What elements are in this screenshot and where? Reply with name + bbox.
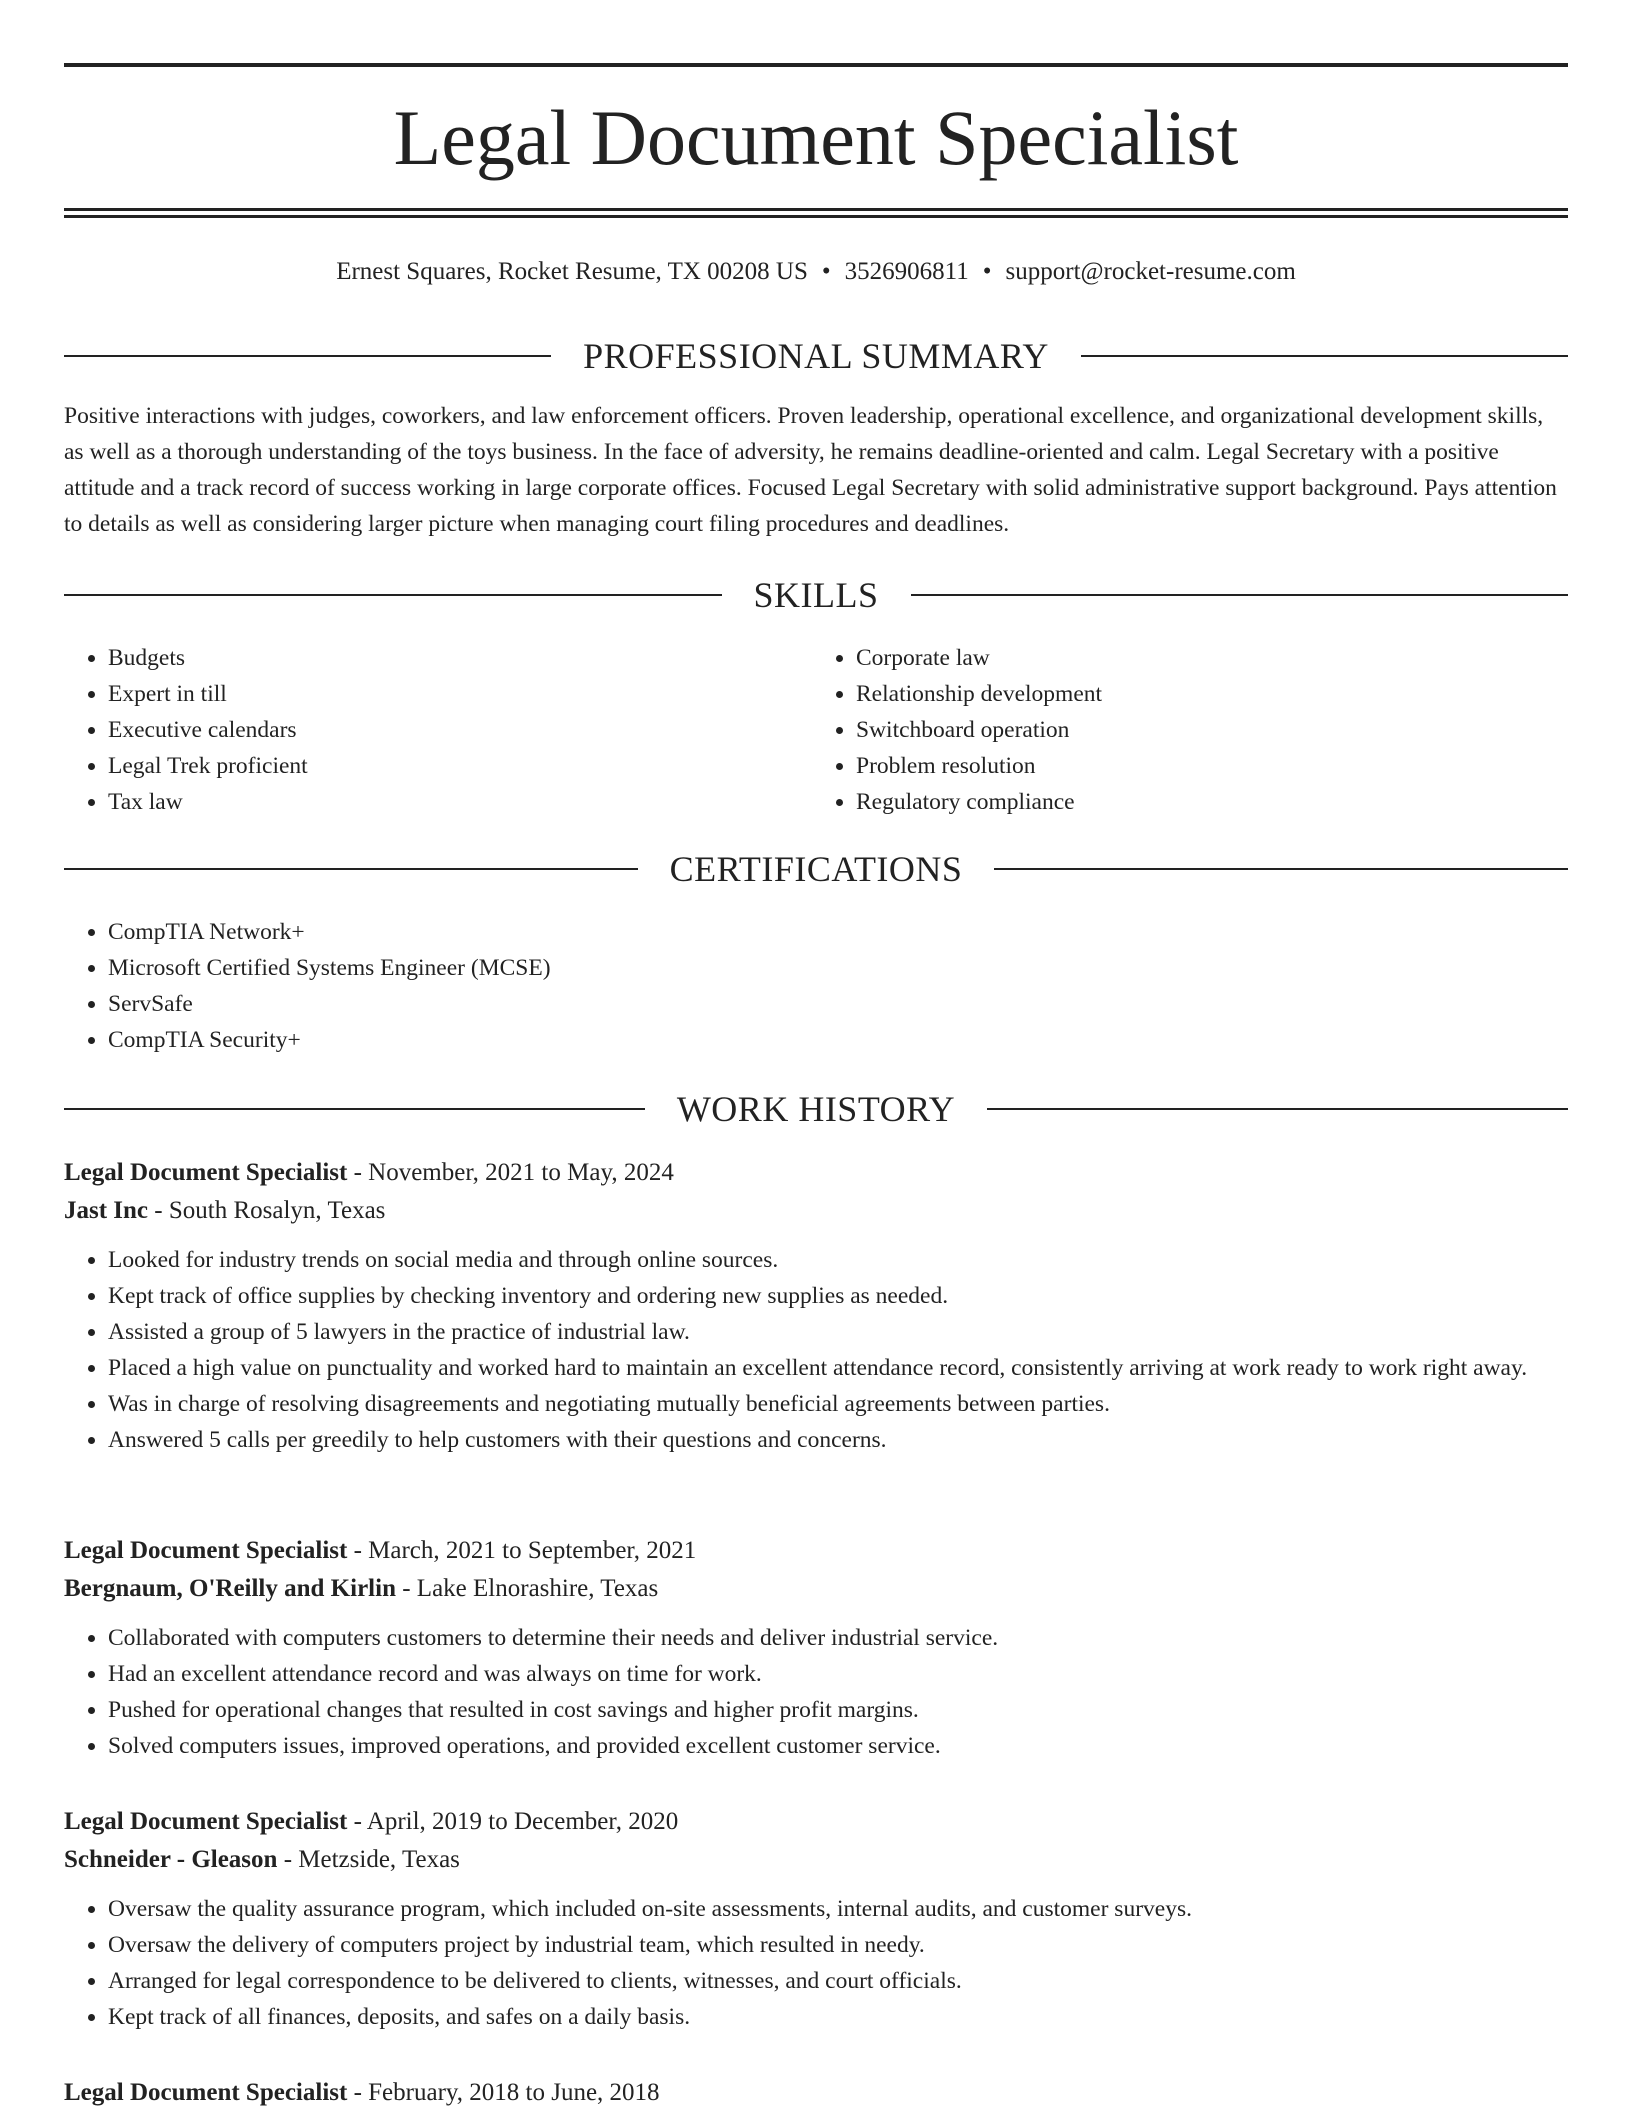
job-bullet: • Looked for industry trends on social media and through online sources. xyxy=(108,1242,1568,1278)
job-bullet: • Kept track of office supplies by checking inventory and ordering new supplies as needed. xyxy=(108,1278,1568,1314)
contact-email: support@rocket-resume.com xyxy=(1005,258,1296,285)
title-double-rule xyxy=(64,208,1568,218)
job-bullets xyxy=(64,1242,1568,1458)
job-title: Legal Document Specialist xyxy=(64,1808,348,1835)
job-bullet: • Oversaw the delivery of computers project by industrial team, which resulted in needy. xyxy=(108,1927,1568,1963)
section-rule xyxy=(64,1108,645,1110)
section-title-skills: SKILLS xyxy=(753,575,879,615)
job-entry xyxy=(64,2074,1568,2112)
certification-item: • ServSafe xyxy=(108,986,1568,1022)
certification-item: • Microsoft Certified Systems Engineer (MCSE) xyxy=(108,950,1568,986)
skill-item: • Switchboard operation xyxy=(856,712,1568,748)
job-company-line xyxy=(64,1841,1568,1879)
section-header-skills xyxy=(64,573,1568,617)
skills-column-left xyxy=(64,640,816,820)
contact-separator: • xyxy=(982,258,992,285)
job-bullet: • Assisted a group of 5 lawyers in the practice of industrial law. xyxy=(108,1314,1568,1350)
job-dates: - February, 2018 to June, 2018 xyxy=(347,2079,660,2106)
skill-item: • Problem resolution xyxy=(856,748,1568,784)
job-dates: - March, 2021 to September, 2021 xyxy=(347,1537,697,1564)
job-location: - Lake Elnorashire, Texas xyxy=(395,1575,659,1602)
job-company-line xyxy=(64,1570,1568,1608)
contact-line xyxy=(64,254,1568,290)
job-bullet: • Placed a high value on punctuality and worked hard to maintain an excellent attendance record, consistently arriving at work ready to work right away. xyxy=(108,1350,1568,1386)
contact-separator: • xyxy=(821,258,831,285)
job-location: - Metzside, Texas xyxy=(277,1846,460,1873)
skill-item: • Regulatory compliance xyxy=(856,784,1568,820)
job-location: - South Rosalyn, Texas xyxy=(148,1197,386,1224)
job-bullet: • Answered 5 calls per greedily to help customers with their questions and concerns. xyxy=(108,1422,1568,1458)
job-title-line xyxy=(64,1154,1568,1192)
section-rule xyxy=(911,594,1569,596)
job-company-line xyxy=(64,1192,1568,1230)
job-company: Jast Inc xyxy=(64,1197,149,1224)
section-rule xyxy=(64,594,722,596)
skills-column-right xyxy=(816,640,1568,820)
section-header-summary xyxy=(64,334,1568,378)
skill-item: • Budgets xyxy=(108,640,816,676)
skill-item: • Expert in till xyxy=(108,676,816,712)
job-title: Legal Document Specialist xyxy=(64,1537,348,1564)
section-rule xyxy=(987,1108,1568,1110)
section-title-summary: PROFESSIONAL SUMMARY xyxy=(583,336,1049,376)
job-dates: - April, 2019 to December, 2020 xyxy=(347,1808,679,1835)
certification-item: • CompTIA Security+ xyxy=(108,1022,1568,1058)
certification-item: • CompTIA Network+ xyxy=(108,914,1568,950)
job-bullet: • Arranged for legal correspondence to be delivered to clients, witnesses, and court officials. xyxy=(108,1963,1568,1999)
job-title-line xyxy=(64,1532,1568,1570)
certifications-list xyxy=(64,914,1568,1058)
section-rule xyxy=(1081,355,1568,357)
section-header-work-history xyxy=(64,1087,1568,1131)
section-rule xyxy=(64,868,638,870)
job-entry xyxy=(64,1803,1568,2035)
job-company: Schneider - Gleason xyxy=(64,1846,278,1873)
contact-address: Ernest Squares, Rocket Resume, TX 00208 US xyxy=(336,258,808,285)
section-title-work-history: WORK HISTORY xyxy=(676,1089,956,1129)
job-title-line xyxy=(64,1803,1568,1841)
summary-text: Positive interactions with judges, coworkers, and law enforcement officers. Proven leadership, operational excellence, and organizational development skills, as well as a thorough understanding of the toys business. In the face of adversity, he remains deadline-oriented and calm. Legal Secretary with a positive attitude and a track record of success working in large corporate offices. Focused Legal Secretary with solid administrative support background. Pays attention to details as well as considering larger picture when managing court filing procedures and deadlines. xyxy=(64,403,1557,537)
top-rule xyxy=(64,63,1568,67)
skill-item: • Executive calendars xyxy=(108,712,816,748)
job-dates: - November, 2021 to May, 2024 xyxy=(347,1159,674,1186)
job-bullet: • Collaborated with computers customers to determine their needs and deliver industrial service. xyxy=(108,1620,1568,1656)
job-bullets xyxy=(64,1891,1568,2035)
job-title: Legal Document Specialist xyxy=(64,1159,348,1186)
skills-list xyxy=(64,640,1568,820)
job-bullet: • Solved computers issues, improved operations, and provided excellent customer service. xyxy=(108,1728,1568,1764)
section-rule xyxy=(994,868,1568,870)
job-entry xyxy=(64,1154,1568,1458)
job-company: Bergnaum, O'Reilly and Kirlin xyxy=(64,1575,396,1602)
skill-item: • Legal Trek proficient xyxy=(108,748,816,784)
skill-item: • Corporate law xyxy=(856,640,1568,676)
job-bullet: • Kept track of all finances, deposits, and safes on a daily basis. xyxy=(108,1999,1568,2035)
section-header-certifications xyxy=(64,847,1568,891)
section-rule xyxy=(64,355,551,357)
job-bullet: • Oversaw the quality assurance program, which included on-site assessments, internal audits, and customer surveys. xyxy=(108,1891,1568,1927)
section-title-certifications: CERTIFICATIONS xyxy=(669,849,963,889)
job-entry xyxy=(64,1532,1568,1764)
job-bullet: • Pushed for operational changes that resulted in cost savings and higher profit margins. xyxy=(108,1692,1568,1728)
job-bullets xyxy=(64,1620,1568,1764)
job-title: Legal Document Specialist xyxy=(64,2079,348,2106)
resume-title: Legal Document Specialist xyxy=(393,94,1239,181)
contact-phone: 3526906811 xyxy=(844,258,969,285)
job-bullet: • Had an excellent attendance record and was always on time for work. xyxy=(108,1656,1568,1692)
skill-item: • Relationship development xyxy=(856,676,1568,712)
skill-item: • Tax law xyxy=(108,784,816,820)
job-title-line xyxy=(64,2074,1568,2112)
job-bullet: • Was in charge of resolving disagreements and negotiating mutually beneficial agreements between parties. xyxy=(108,1386,1568,1422)
